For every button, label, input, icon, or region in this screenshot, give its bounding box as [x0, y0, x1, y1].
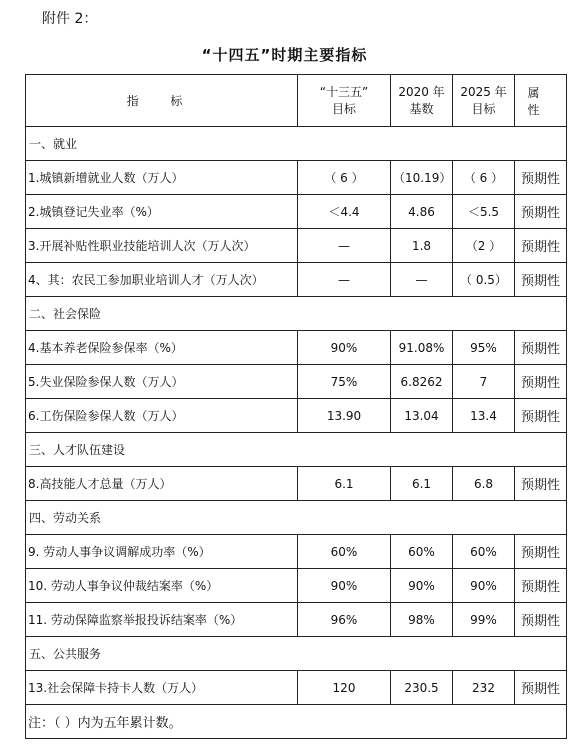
indicator-name: 6.工伤保险参保人数（万人）	[26, 399, 298, 433]
indicator-name: 5.失业保险参保人数（万人）	[26, 365, 298, 399]
value-2025-target: 60%	[453, 535, 515, 569]
value-2020-base: 13.04	[391, 399, 453, 433]
value-13th-target: 75%	[298, 365, 391, 399]
page-title: “十四五”时期主要指标	[201, 46, 368, 64]
header-2020-base: 2020 年 基数	[391, 75, 453, 127]
value-2025-target: 13.4	[453, 399, 515, 433]
value-2020-base: 6.1	[391, 467, 453, 501]
value-2020-base: 4.86	[391, 195, 453, 229]
table-header-row	[26, 75, 567, 127]
attachment-label: 附件 2：	[42, 11, 98, 27]
header-13th-target: “十三五” 目标	[298, 75, 391, 127]
attribute-cell: 预期性	[515, 399, 567, 433]
value-13th-target: —	[298, 229, 391, 263]
value-2020-base: —	[391, 263, 453, 297]
value-2020-base: 1.8	[391, 229, 453, 263]
table-row	[26, 263, 567, 297]
value-13th-target: 60%	[298, 535, 391, 569]
value-13th-target: 13.90	[298, 399, 391, 433]
indicator-table-body	[26, 75, 567, 739]
value-2020-base: （10.19）	[391, 161, 453, 195]
value-13th-target: —	[298, 263, 391, 297]
table-note: 注：（ ）内为五年累计数。	[26, 705, 567, 739]
value-13th-target: ＜4.4	[298, 195, 391, 229]
value-2025-target: 90%	[453, 569, 515, 603]
section-title: 一、就业	[26, 127, 567, 161]
indicator-name: 10. 劳动人事争议仲裁结案率（%）	[26, 569, 298, 603]
section-title: 五、公共服务	[26, 637, 567, 671]
indicator-name: 1.城镇新增就业人数（万人）	[26, 161, 298, 195]
table-row	[26, 671, 567, 705]
header-attribute: 属 性	[515, 75, 567, 127]
table-row	[26, 603, 567, 637]
section-title: 三、人才队伍建设	[26, 433, 567, 467]
header-2025-target: 2025 年 目标	[453, 75, 515, 127]
value-2025-target: （2 ）	[453, 229, 515, 263]
value-2025-target: 232	[453, 671, 515, 705]
section-row	[26, 127, 567, 161]
value-13th-target: 6.1	[298, 467, 391, 501]
note-row	[26, 705, 567, 739]
value-2025-target: ＜5.5	[453, 195, 515, 229]
value-2020-base: 6.8262	[391, 365, 453, 399]
indicator-name: 11. 劳动保障监察举报投诉结案率（%）	[26, 603, 298, 637]
section-title: 二、社会保险	[26, 297, 567, 331]
value-2020-base: 91.08%	[391, 331, 453, 365]
section-row	[26, 433, 567, 467]
value-2020-base: 230.5	[391, 671, 453, 705]
attribute-cell: 预期性	[515, 365, 567, 399]
table-row	[26, 365, 567, 399]
table-row	[26, 195, 567, 229]
attribute-cell: 预期性	[515, 161, 567, 195]
attribute-cell: 预期性	[515, 467, 567, 501]
value-2025-target: （ 6 ）	[453, 161, 515, 195]
indicator-name: 4、其：农民工参加职业培训人才（万人次）	[26, 263, 298, 297]
value-13th-target: 90%	[298, 331, 391, 365]
attribute-cell: 预期性	[515, 671, 567, 705]
indicator-name: 8.高技能人才总量（万人）	[26, 467, 298, 501]
section-row	[26, 501, 567, 535]
header-indicator: 指 标	[26, 75, 298, 127]
attribute-cell: 预期性	[515, 603, 567, 637]
attribute-cell: 预期性	[515, 195, 567, 229]
value-13th-target: 96%	[298, 603, 391, 637]
value-2025-target: 7	[453, 365, 515, 399]
value-13th-target: （ 6 ）	[298, 161, 391, 195]
table-row	[26, 229, 567, 263]
table-row	[26, 331, 567, 365]
value-2025-target: （ 0.5）	[453, 263, 515, 297]
indicator-name: 2.城镇登记失业率（%）	[26, 195, 298, 229]
indicator-name: 3.开展补贴性职业技能培训人次（万人次）	[26, 229, 298, 263]
value-13th-target: 120	[298, 671, 391, 705]
value-2025-target: 99%	[453, 603, 515, 637]
attribute-cell: 预期性	[515, 263, 567, 297]
value-2020-base: 90%	[391, 569, 453, 603]
value-2025-target: 6.8	[453, 467, 515, 501]
attribute-cell: 预期性	[515, 569, 567, 603]
table-row	[26, 161, 567, 195]
attribute-cell: 预期性	[515, 331, 567, 365]
indicator-table	[25, 74, 567, 739]
indicator-name: 9. 劳动人事争议调解成功率（%）	[26, 535, 298, 569]
table-row	[26, 399, 567, 433]
attribute-cell: 预期性	[515, 229, 567, 263]
table-row	[26, 535, 567, 569]
table-row	[26, 467, 567, 501]
section-row	[26, 637, 567, 671]
attribute-cell: 预期性	[515, 535, 567, 569]
table-row	[26, 569, 567, 603]
section-row	[26, 297, 567, 331]
value-2020-base: 60%	[391, 535, 453, 569]
value-2025-target: 95%	[453, 331, 515, 365]
indicator-name: 4.基本养老保险参保率（%）	[26, 331, 298, 365]
value-2020-base: 98%	[391, 603, 453, 637]
value-13th-target: 90%	[298, 569, 391, 603]
section-title: 四、劳动关系	[26, 501, 567, 535]
indicator-name: 13.社会保障卡持卡人数（万人）	[26, 671, 298, 705]
